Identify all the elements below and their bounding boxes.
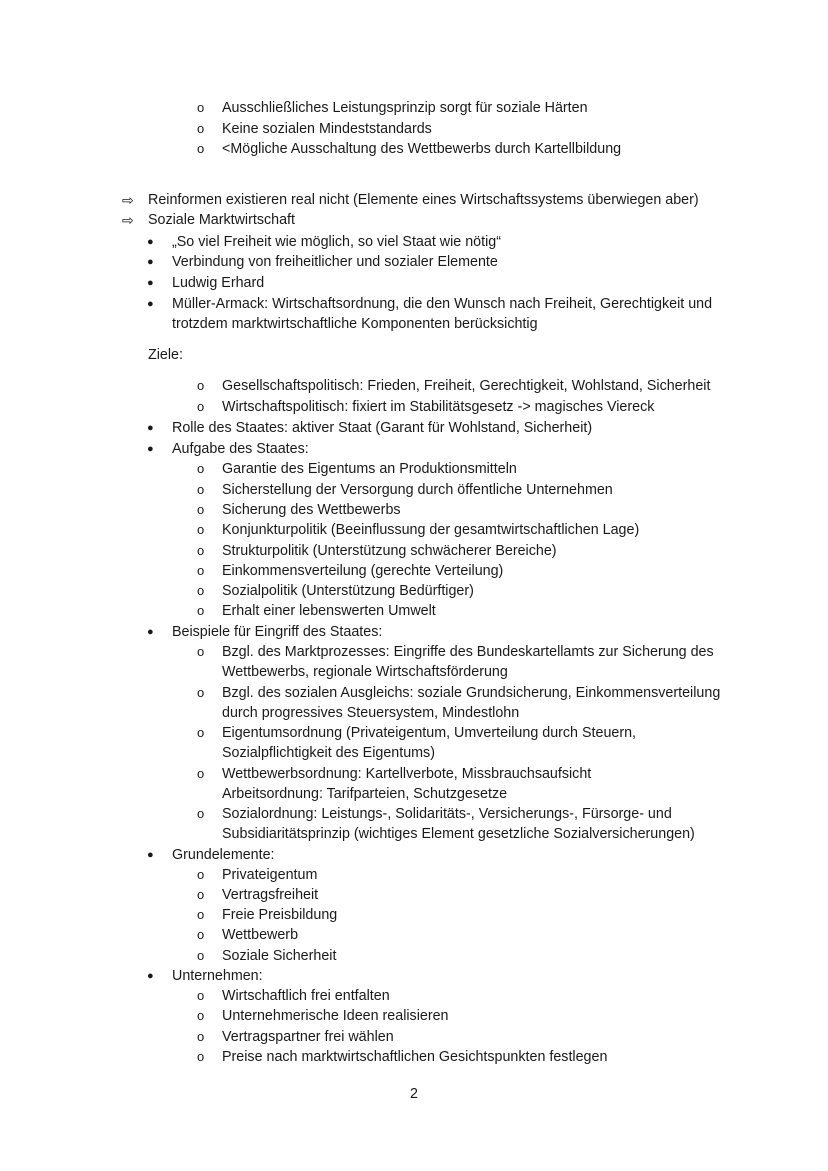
list-item: Beispiele für Eingriff des Staates: — [172, 624, 383, 640]
disc-bullet-icon: ● — [147, 236, 154, 248]
circle-bullet-icon: o — [197, 927, 205, 942]
list-item: Unternehmen: — [172, 968, 263, 984]
circle-bullet-icon: o — [197, 378, 205, 393]
circle-bullet-icon: o — [197, 948, 205, 963]
list-item: Verbindung von freiheitlicher und sozialer Elemente — [172, 254, 498, 270]
list-item: Wirtschaftspolitisch: fixiert im Stabilitätsgesetz -> magisches Viereck — [222, 399, 655, 415]
list-item: Rolle des Staates: aktiver Staat (Garant für Wohlstand, Sicherheit) — [172, 420, 593, 436]
list-item: Ausschließliches Leistungsprinzip sorgt für soziale Härten — [222, 100, 588, 116]
circle-bullet-icon: o — [197, 121, 205, 136]
disc-bullet-icon: ● — [147, 256, 154, 268]
page-number: 2 — [410, 1086, 418, 1102]
circle-bullet-icon: o — [197, 399, 205, 414]
list-item: Privateigentum — [222, 867, 318, 883]
arrow-item: Reinformen existieren real nicht (Elemente eines Wirtschaftssystems überwiegen aber) — [148, 192, 699, 208]
list-item-continuation: Subsidiaritätsprinzip (wichtiges Element gesetzliche Sozialversicherungen) — [222, 826, 695, 842]
list-item-continuation: Arbeitsordnung: Tarifparteien, Schutzgesetze — [222, 786, 508, 802]
list-item: Preise nach marktwirtschaftlichen Gesichtspunkten festlegen — [222, 1049, 608, 1065]
circle-bullet-icon: o — [197, 1008, 205, 1023]
circle-bullet-icon: o — [197, 907, 205, 922]
list-item: Unternehmerische Ideen realisieren — [222, 1008, 449, 1024]
arrow-bullet-icon: ⇨ — [122, 192, 134, 208]
circle-bullet-icon: o — [197, 603, 205, 618]
list-item-continuation: durch progressives Steuersystem, Mindestlohn — [222, 705, 520, 721]
list-item: Bzgl. des Marktprozesses: Eingriffe des Bundeskartellamts zur Sicherung des — [222, 644, 714, 660]
list-item: Aufgabe des Staates: — [172, 441, 309, 457]
list-item-continuation: trotzdem marktwirtschaftliche Komponenten berücksichtig — [172, 316, 538, 332]
circle-bullet-icon: o — [197, 100, 205, 115]
list-item: Freie Preisbildung — [222, 907, 338, 923]
list-item: <Mögliche Ausschaltung des Wettbewerbs durch Kartellbildung — [222, 141, 622, 157]
disc-bullet-icon: ● — [147, 849, 154, 861]
circle-bullet-icon: o — [197, 461, 205, 476]
list-item: Sicherung des Wettbewerbs — [222, 502, 401, 518]
circle-bullet-icon: o — [197, 1029, 205, 1044]
list-item: Müller-Armack: Wirtschaftsordnung, die den Wunsch nach Freiheit, Gerechtigkeit und — [172, 296, 713, 312]
disc-bullet-icon: ● — [147, 626, 154, 638]
list-item: Vertragspartner frei wählen — [222, 1029, 394, 1045]
list-item-continuation: Wettbewerbs, regionale Wirtschaftsförderung — [222, 664, 508, 680]
circle-bullet-icon: o — [197, 141, 205, 156]
circle-bullet-icon: o — [197, 644, 205, 659]
list-item: Grundelemente: — [172, 847, 275, 863]
circle-bullet-icon: o — [197, 482, 205, 497]
circle-bullet-icon: o — [197, 766, 205, 781]
disc-bullet-icon: ● — [147, 298, 154, 310]
circle-bullet-icon: o — [197, 887, 205, 902]
circle-bullet-icon: o — [197, 988, 205, 1003]
arrow-bullet-icon: ⇨ — [122, 212, 134, 228]
circle-bullet-icon: o — [197, 563, 205, 578]
list-item: Wettbewerbsordnung: Kartellverbote, Missbrauchsaufsicht — [222, 766, 592, 782]
circle-bullet-icon: o — [197, 583, 205, 598]
circle-bullet-icon: o — [197, 543, 205, 558]
list-item: Wettbewerb — [222, 927, 299, 943]
disc-bullet-icon: ● — [147, 443, 154, 455]
list-item: Eigentumsordnung (Privateigentum, Umverteilung durch Steuern, — [222, 725, 637, 741]
list-item: Garantie des Eigentums an Produktionsmitteln — [222, 461, 517, 477]
circle-bullet-icon: o — [197, 867, 205, 882]
list-item: Soziale Sicherheit — [222, 948, 337, 964]
list-item-continuation: Sozialpflichtigkeit des Eigentums) — [222, 745, 435, 761]
disc-bullet-icon: ● — [147, 277, 154, 289]
list-item: Ludwig Erhard — [172, 275, 265, 291]
list-item: Vertragsfreiheit — [222, 887, 319, 903]
circle-bullet-icon: o — [197, 1049, 205, 1064]
disc-bullet-icon: ● — [147, 970, 154, 982]
list-item: Erhalt einer lebenswerten Umwelt — [222, 603, 436, 619]
section-title: Soziale Marktwirtschaft — [148, 212, 295, 228]
ziele-label: Ziele: — [148, 347, 183, 363]
list-item: Wirtschaftlich frei entfalten — [222, 988, 390, 1004]
list-item: Sozialordnung: Leistungs-, Solidaritäts-, Versicherungs-, Fürsorge- und — [222, 806, 672, 822]
disc-bullet-icon: ● — [147, 422, 154, 434]
list-item: Einkommensverteilung (gerechte Verteilung) — [222, 563, 504, 579]
list-item: Sozialpolitik (Unterstützung Bedürftiger) — [222, 583, 474, 599]
circle-bullet-icon: o — [197, 685, 205, 700]
list-item: Keine sozialen Mindeststandards — [222, 121, 432, 137]
circle-bullet-icon: o — [197, 806, 205, 821]
list-item: Sicherstellung der Versorgung durch öffentliche Unternehmen — [222, 482, 613, 498]
circle-bullet-icon: o — [197, 502, 205, 517]
list-item: Konjunkturpolitik (Beeinflussung der gesamtwirtschaftlichen Lage) — [222, 522, 640, 538]
list-item: Strukturpolitik (Unterstützung schwächerer Bereiche) — [222, 543, 557, 559]
circle-bullet-icon: o — [197, 725, 205, 740]
list-item: Gesellschaftspolitisch: Frieden, Freiheit, Gerechtigkeit, Wohlstand, Sicherheit — [222, 378, 711, 394]
list-item: „So viel Freiheit wie möglich, so viel Staat wie nötig“ — [172, 234, 501, 250]
list-item: Bzgl. des sozialen Ausgleichs: soziale Grundsicherung, Einkommensverteilung — [222, 685, 721, 701]
circle-bullet-icon: o — [197, 522, 205, 537]
